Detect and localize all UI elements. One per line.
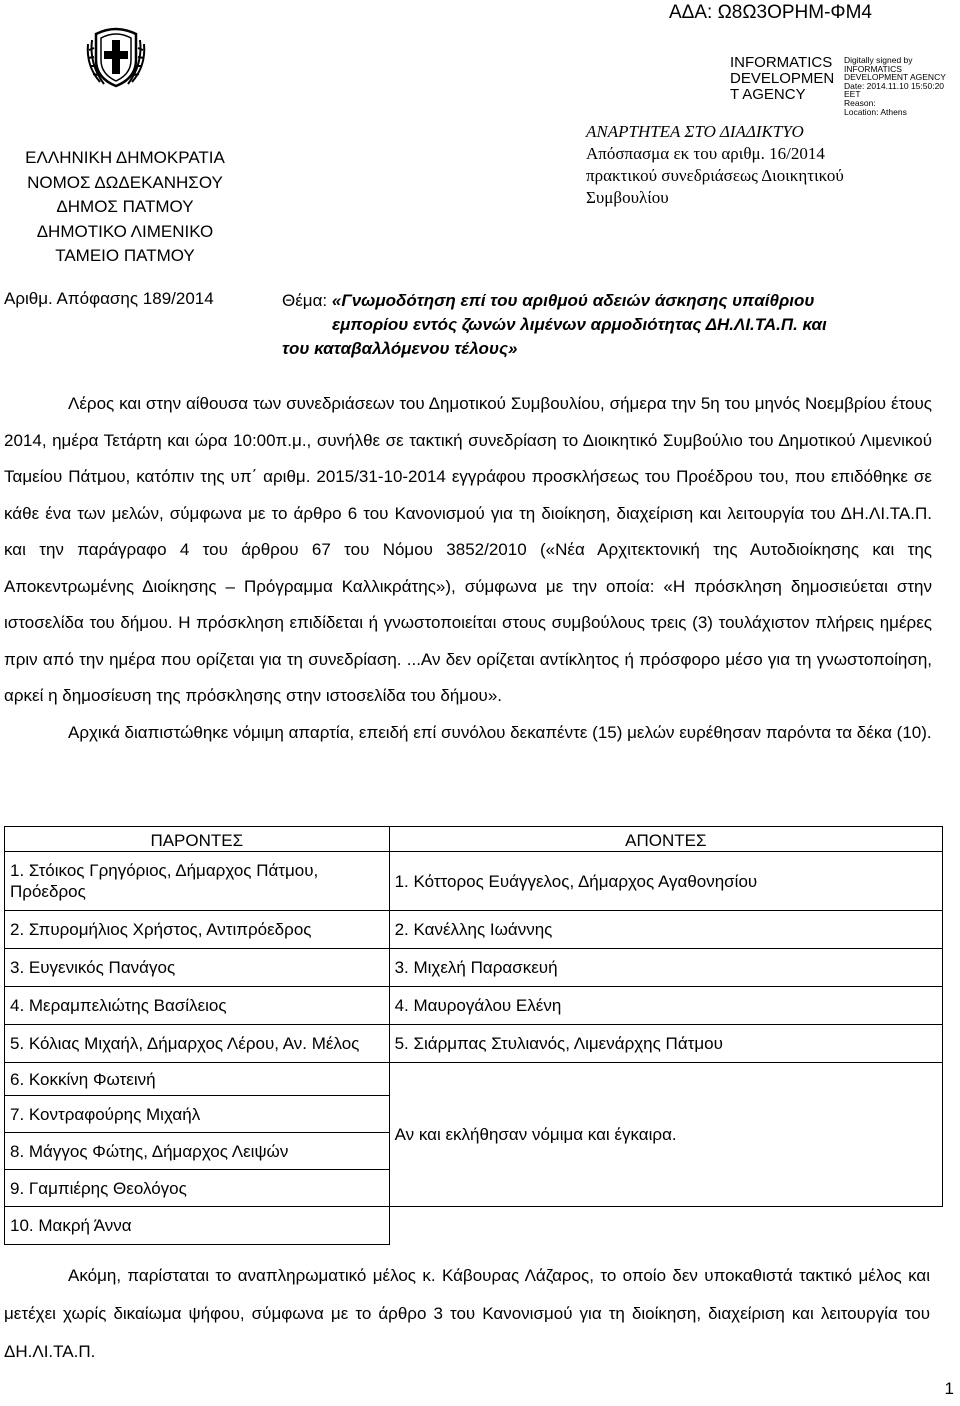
extract-header: [586, 121, 844, 209]
page-number: 1: [944, 1379, 954, 1398]
extract-line: Συμβουλίου: [586, 188, 669, 207]
absent-member: 2. Κανέλλης Ιωάννης: [389, 911, 942, 949]
attendance-table: [4, 826, 943, 1245]
issuer-header: [0, 146, 250, 269]
present-member: 3. Ευγενικός Πανάγος: [5, 949, 390, 987]
signature-detail-line: Date: 2014.11.10 15:50:20: [844, 80, 945, 91]
absent-member: 1. Κόττορος Ευάγγελος, Δήμαρχος Αγαθονησίου: [389, 852, 942, 911]
empty-cell: [389, 1207, 942, 1245]
subject-label: Θέμα:: [282, 291, 328, 310]
issuer-line: ΔΗΜΟΣ ΠΑΤΜΟΥ: [56, 197, 194, 216]
issuer-line: ΝΟΜΟΣ ΔΩΔΕΚΑΝΗΣΟΥ: [27, 172, 223, 192]
signature-detail-line: Digitally signed by: [844, 55, 913, 65]
present-member: 6. Κοκκίνη Φωτεινή: [5, 1063, 390, 1096]
signature-detail-line: Location: Athens: [844, 106, 907, 117]
subject: [282, 289, 922, 361]
present-header: ΠΑΡΟΝΤΕΣ: [5, 827, 390, 852]
absent-member: 4. Μαυρογάλου Ελένη: [389, 987, 942, 1025]
present-member: 10. Μακρή Άννα: [5, 1207, 390, 1245]
decision-number: Αριθμ. Απόφασης 189/2014: [4, 289, 214, 308]
paragraph-meeting-intro: Λέρος και στην αίθουσα των συνεδριάσεων του Δημοτικού Συμβουλίου, σήμερα την 5η του μηνός Νοεμβρίου έτους 2014, ημέρα Τετάρτη και ώρα 10:00π.μ., συνήλθε σε τακτική συνεδρίαση το Διοικητικό Συμβούλιο του Δημοτικού Λιμενικού Ταμείου Πάτμου, κατόπιν της υπ΄ αριθμ. 2015/31-10-2014 εγγράφου προσκλήσεως του Προέδρου του, που επιδόθηκε σε κάθε ένα των μελών, σύμφωνα με το άρθρο 6 του Κανονισμού για τη διοίκηση, διαχείριση και λειτουργία του ΔΗ.ΛΙ.ΤΑ.Π. και την παράγραφο 4 του άρθρου 67 του Νόμου 3852/2010 («Νέα Αρχιτεκτονική της Αυτοδιοίκησης και της Αποκεντρωμένης Διοίκησης – Πρόγραμμα Καλλικράτης»), σύμφωνα με την οποία: «Η πρόσκληση δημοσιεύεται στην ιστοσελίδα του δήμου. Η πρόσκληση επιδίδεται ή γνωστοποιείται στους συμβούλους τρεις (3) τουλάχιστον πλήρεις ημέρες πριν από την ημέρα που ορίζεται για τη συνεδρίαση. ...Αν δεν ορίζεται αντίκλητος ή πρόσφορο μέσο για τη γνωστοποίηση, αρκεί η δημοσίευση της πρόσκλησης στην ιστοσελίδα του δήμου».: [4, 394, 932, 705]
paragraph-quorum: Αρχικά διαπιστώθηκε νόμιμη απαρτία, επειδή επί συνόλου δεκαπέντε (15) μελών ευρέθησαν παρόντα τα δέκα (10).: [68, 722, 932, 742]
present-member: 9. Γαμπιέρης Θεολόγος: [5, 1170, 390, 1207]
issuer-line: ΔΗΜΟΤΙΚΟ ΛΙΜΕΝΙΚΟ: [36, 221, 214, 241]
absent-member: 5. Σιάρμπας Στυλιανός, Λιμενάρχης Πάτμου: [389, 1025, 942, 1063]
signature-organization: [730, 55, 834, 103]
present-member: 8. Μάγγος Φώτης, Δήμαρχος Λειψών: [5, 1133, 390, 1170]
absent-note: Αν και εκλήθησαν νόμιμα και έγκαιρα.: [389, 1063, 942, 1207]
signature-details: [844, 56, 946, 116]
extract-line: Απόσπασμα εκ του αριθμ. 16/2014: [586, 144, 825, 163]
signature-org-line: DEVELOPMEN: [730, 70, 835, 87]
ada-code: ΑΔΑ: Ω8Ω3ΟΡΗΜ-ΦΜ4: [668, 2, 872, 23]
document-body: [4, 386, 932, 751]
issuer-line: ΕΛΛΗΝΙΚΗ ΔΗΜΟΚΡΑΤΙΑ: [25, 148, 225, 167]
absent-header: ΑΠΟΝΤΕΣ: [389, 827, 942, 852]
signature-detail-line: EET: [844, 89, 861, 100]
greek-coat-of-arms-logo: [84, 24, 148, 90]
signature-detail-line: Reason:: [844, 97, 876, 108]
present-member: 7. Κοντραφούρης Μιχαήλ: [5, 1096, 390, 1133]
present-member: 2. Σπυρομήλιος Χρήστος, Αντιπρόεδρος: [5, 911, 390, 949]
present-member: 1. Στόικος Γρηγόριος, Δήμαρχος Πάτμου, Πρόεδρος: [5, 852, 390, 911]
present-member: 4. Μεραμπελιώτης Βασίλειος: [5, 987, 390, 1025]
present-member: 5. Κόλιας Μιχαήλ, Δήμαρχος Λέρου, Αν. Μέλος: [5, 1025, 390, 1063]
paragraph-substitute: Ακόμη, παρίσταται το αναπληρωματικό μέλος κ. Κάβουρας Λάζαρος, το οποίο δεν υποκαθιστά τακτικό μέλος και μετέχει χωρίς δικαίωμα ψήφου, σύμφωνα με το άρθρο 3 του Κανονισμού για τη διοίκηση, διαχείριση και λειτουργία του ΔΗ.ΛΙ.ΤΑ.Π.: [4, 1266, 930, 1361]
extract-line: πρακτικού συνεδριάσεως Διοικητικού: [586, 166, 844, 185]
signature-detail-line: DEVELOPMENT AGENCY: [844, 72, 946, 83]
subject-line: εμπορίου εντός ζωνών λιμένων αρμοδιότητας ΔΗ.ΛΙ.ΤΑ.Π. και: [332, 315, 827, 334]
signature-org-line: INFORMATICS: [730, 54, 833, 71]
subject-line: «Γνωμοδότηση επί του αριθμού αδειών άσκησης υπαίθριου: [331, 291, 815, 310]
subject-line: του καταβαλλόμενου τέλους»: [282, 339, 518, 358]
signature-org-line: T AGENCY: [730, 86, 806, 103]
absent-member: 3. Μιχελή Παρασκευή: [389, 949, 942, 987]
publish-notice: ΑΝΑΡΤΗΤΕΑ ΣΤΟ ΔΙΑΔΙΚΤΥΟ: [586, 122, 804, 141]
issuer-line: ΤΑΜΕΙΟ ΠΑΤΜΟΥ: [55, 246, 195, 265]
signature-detail-line: INFORMATICS: [844, 63, 902, 74]
substitute-paragraph: [4, 1257, 930, 1371]
